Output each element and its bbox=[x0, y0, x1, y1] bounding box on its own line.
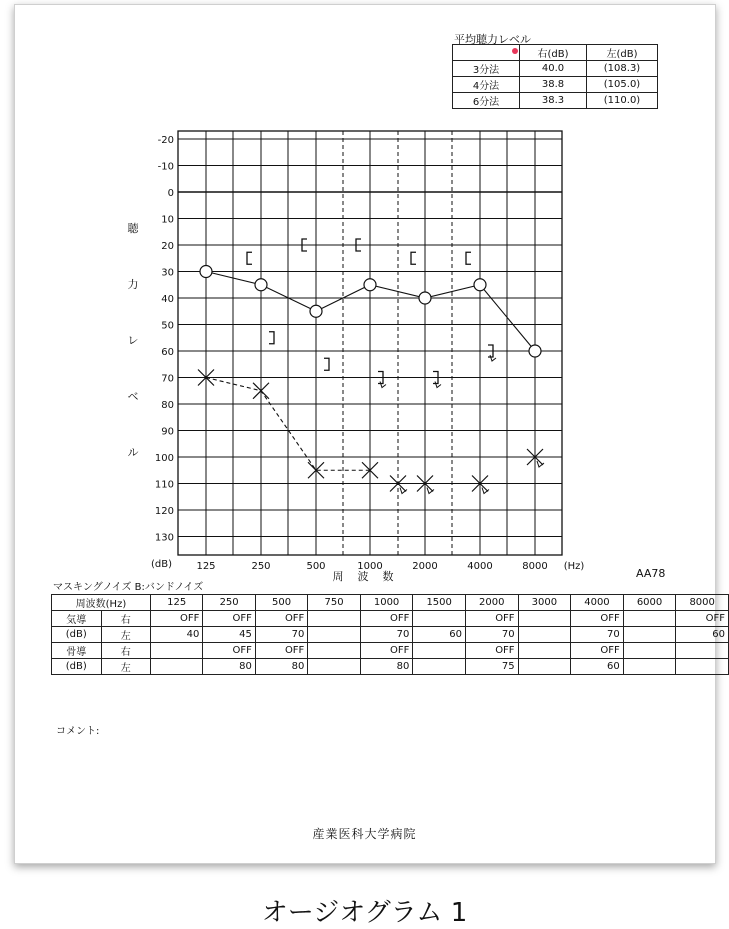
y-tick-label: 60 bbox=[161, 347, 174, 358]
y-tick-label: 80 bbox=[161, 400, 174, 411]
table-cell: (105.0) bbox=[587, 77, 658, 93]
chart-marks bbox=[198, 239, 544, 494]
x-tick-label: 250 bbox=[251, 561, 271, 572]
table-cell bbox=[150, 643, 202, 659]
bone-conduction-right-point bbox=[411, 252, 416, 264]
y-tick-label: 100 bbox=[154, 453, 174, 464]
table-cell: 60 bbox=[413, 627, 466, 643]
table-cell: OFF bbox=[203, 611, 255, 627]
table-cell bbox=[623, 643, 676, 659]
x-tick-label: 1000 bbox=[357, 561, 383, 572]
table-cell: OFF bbox=[465, 611, 518, 627]
table-cell bbox=[413, 611, 466, 627]
table-row bbox=[52, 659, 729, 675]
x-tick-label: 4000 bbox=[467, 561, 493, 572]
air-conduction-right-point bbox=[474, 279, 486, 291]
table-header-label: 周波数(Hz) bbox=[52, 595, 151, 611]
bone-conduction-right-point bbox=[247, 252, 252, 264]
table-cell bbox=[413, 643, 466, 659]
air-conduction-right-point bbox=[419, 292, 431, 304]
air-conduction-right-point bbox=[529, 345, 541, 357]
y-axis-title-char: レ bbox=[127, 334, 139, 347]
table-cell bbox=[623, 659, 676, 675]
x-tick-label: 8000 bbox=[522, 561, 548, 572]
table-cell bbox=[150, 659, 202, 675]
bone-conduction-left-point bbox=[324, 358, 329, 370]
table-header: 125 bbox=[150, 595, 202, 611]
bone-conduction-right-point bbox=[466, 252, 471, 264]
table-cell bbox=[676, 659, 729, 675]
table-header: 3000 bbox=[518, 595, 571, 611]
comment-label: コメント: bbox=[56, 726, 100, 737]
table-cell: 60 bbox=[676, 627, 729, 643]
y-axis-title-char: 聴 bbox=[127, 222, 139, 235]
table-cell bbox=[623, 611, 676, 627]
table-cell: 左 bbox=[101, 627, 150, 643]
table-header: 4000 bbox=[571, 595, 624, 611]
table-cell: (110.0) bbox=[587, 93, 658, 109]
x-axis-title: 周波数 bbox=[332, 570, 408, 583]
table-cell: 60 bbox=[571, 659, 624, 675]
table-cell bbox=[308, 611, 360, 627]
table-cell: 4分法 bbox=[453, 77, 520, 93]
y-axis-title-char: ル bbox=[127, 446, 139, 459]
table-cell: OFF bbox=[571, 611, 624, 627]
table-row bbox=[52, 595, 729, 611]
bone-conduction-left-point bbox=[269, 332, 274, 344]
y-tick-label: 110 bbox=[154, 479, 174, 491]
air-conduction-right-point bbox=[364, 279, 376, 291]
table-cell: OFF bbox=[360, 643, 413, 659]
y-axis-title-char: ベ bbox=[127, 390, 139, 403]
table-cell: OFF bbox=[571, 643, 624, 659]
table-header: 6000 bbox=[623, 595, 676, 611]
table-cell: 70 bbox=[571, 627, 624, 643]
y-tick-label: 20 bbox=[161, 241, 174, 252]
y-tick-label: -20 bbox=[157, 135, 174, 146]
x-tick-label: 125 bbox=[196, 561, 216, 572]
table-cell: OFF bbox=[255, 643, 307, 659]
table-cell: 70 bbox=[255, 627, 307, 643]
table-cell: OFF bbox=[465, 643, 518, 659]
table-cell: 6分法 bbox=[453, 93, 520, 109]
air-conduction-right-point bbox=[200, 266, 212, 278]
table-cell: OFF bbox=[360, 611, 413, 627]
table-cell: 45 bbox=[203, 627, 255, 643]
y-unit-label: (dB) bbox=[150, 559, 172, 570]
y-tick-label: 130 bbox=[154, 532, 174, 544]
table-header: 1000 bbox=[360, 595, 413, 611]
table-cell: (108.3) bbox=[587, 61, 658, 77]
table-cell bbox=[623, 627, 676, 643]
table-cell: OFF bbox=[676, 611, 729, 627]
table-cell: 75 bbox=[465, 659, 518, 675]
table-cell bbox=[518, 643, 571, 659]
table-cell: 左 bbox=[101, 659, 150, 675]
table-cell: 40.0 bbox=[520, 61, 587, 77]
table-header: 500 bbox=[255, 595, 307, 611]
table-cell: 骨導 bbox=[52, 643, 102, 659]
table-cell bbox=[308, 643, 360, 659]
table-cell bbox=[676, 643, 729, 659]
table-header: 750 bbox=[308, 595, 360, 611]
table-row bbox=[52, 611, 729, 627]
table-cell: 右(dB) bbox=[520, 45, 587, 61]
y-tick-label: 50 bbox=[161, 320, 174, 332]
table-cell: 38.3 bbox=[520, 93, 587, 109]
table-cell bbox=[518, 659, 571, 675]
table-header: 2000 bbox=[465, 595, 518, 611]
table-cell: 80 bbox=[203, 659, 255, 675]
table-cell: OFF bbox=[150, 611, 202, 627]
air-conduction-right-point bbox=[255, 279, 267, 291]
table-row bbox=[52, 643, 729, 659]
masking-table bbox=[51, 594, 729, 675]
average-hearing-title: 平均聴力レベル bbox=[454, 33, 531, 46]
table-cell: 38.8 bbox=[520, 77, 587, 93]
table-cell: 3分法 bbox=[453, 61, 520, 77]
x-tick-label: 2000 bbox=[412, 561, 438, 572]
chart-labels bbox=[128, 135, 585, 583]
y-tick-label: -10 bbox=[157, 161, 174, 173]
table-header: 1500 bbox=[413, 595, 466, 611]
air-conduction-right-point bbox=[310, 305, 322, 317]
table-cell bbox=[308, 659, 360, 675]
y-tick-label: 40 bbox=[161, 294, 174, 305]
table-cell: 80 bbox=[255, 659, 307, 675]
table-row bbox=[52, 627, 729, 643]
table-cell bbox=[518, 611, 571, 627]
table-cell: (dB) bbox=[52, 627, 102, 643]
table-cell: OFF bbox=[255, 611, 307, 627]
y-tick-label: 120 bbox=[154, 506, 174, 517]
chart-grid bbox=[178, 131, 562, 555]
table-cell: (dB) bbox=[52, 659, 102, 675]
table-cell: 70 bbox=[465, 627, 518, 643]
table-cell: 70 bbox=[360, 627, 413, 643]
table-cell: 左(dB) bbox=[587, 45, 658, 61]
hospital-name: 産業医科大学病院 bbox=[312, 827, 417, 841]
table-cell: 80 bbox=[360, 659, 413, 675]
table-cell: 右 bbox=[101, 643, 150, 659]
y-tick-label: 30 bbox=[161, 267, 174, 279]
y-tick-label: 0 bbox=[167, 188, 174, 199]
x-tick-label: 500 bbox=[306, 561, 326, 572]
chart-code: AA78 bbox=[636, 567, 666, 580]
table-cell: 右 bbox=[101, 611, 150, 627]
x-unit-label: (Hz) bbox=[563, 561, 585, 572]
table-cell bbox=[413, 659, 466, 675]
y-tick-label: 90 bbox=[161, 426, 174, 438]
table-cell bbox=[518, 627, 571, 643]
y-axis-title-char: 力 bbox=[127, 278, 139, 291]
table-cell: OFF bbox=[203, 643, 255, 659]
table-cell: 気導 bbox=[52, 611, 102, 627]
masking-title: マスキングノイズ B:バンドノイズ bbox=[53, 582, 204, 593]
y-tick-label: 10 bbox=[161, 214, 174, 226]
table-cell: 40 bbox=[150, 627, 202, 643]
table-header: 8000 bbox=[676, 595, 729, 611]
page-caption: オージオグラム 1 bbox=[261, 898, 468, 928]
table-header: 250 bbox=[203, 595, 255, 611]
y-tick-label: 70 bbox=[161, 373, 174, 385]
table-cell bbox=[308, 627, 360, 643]
